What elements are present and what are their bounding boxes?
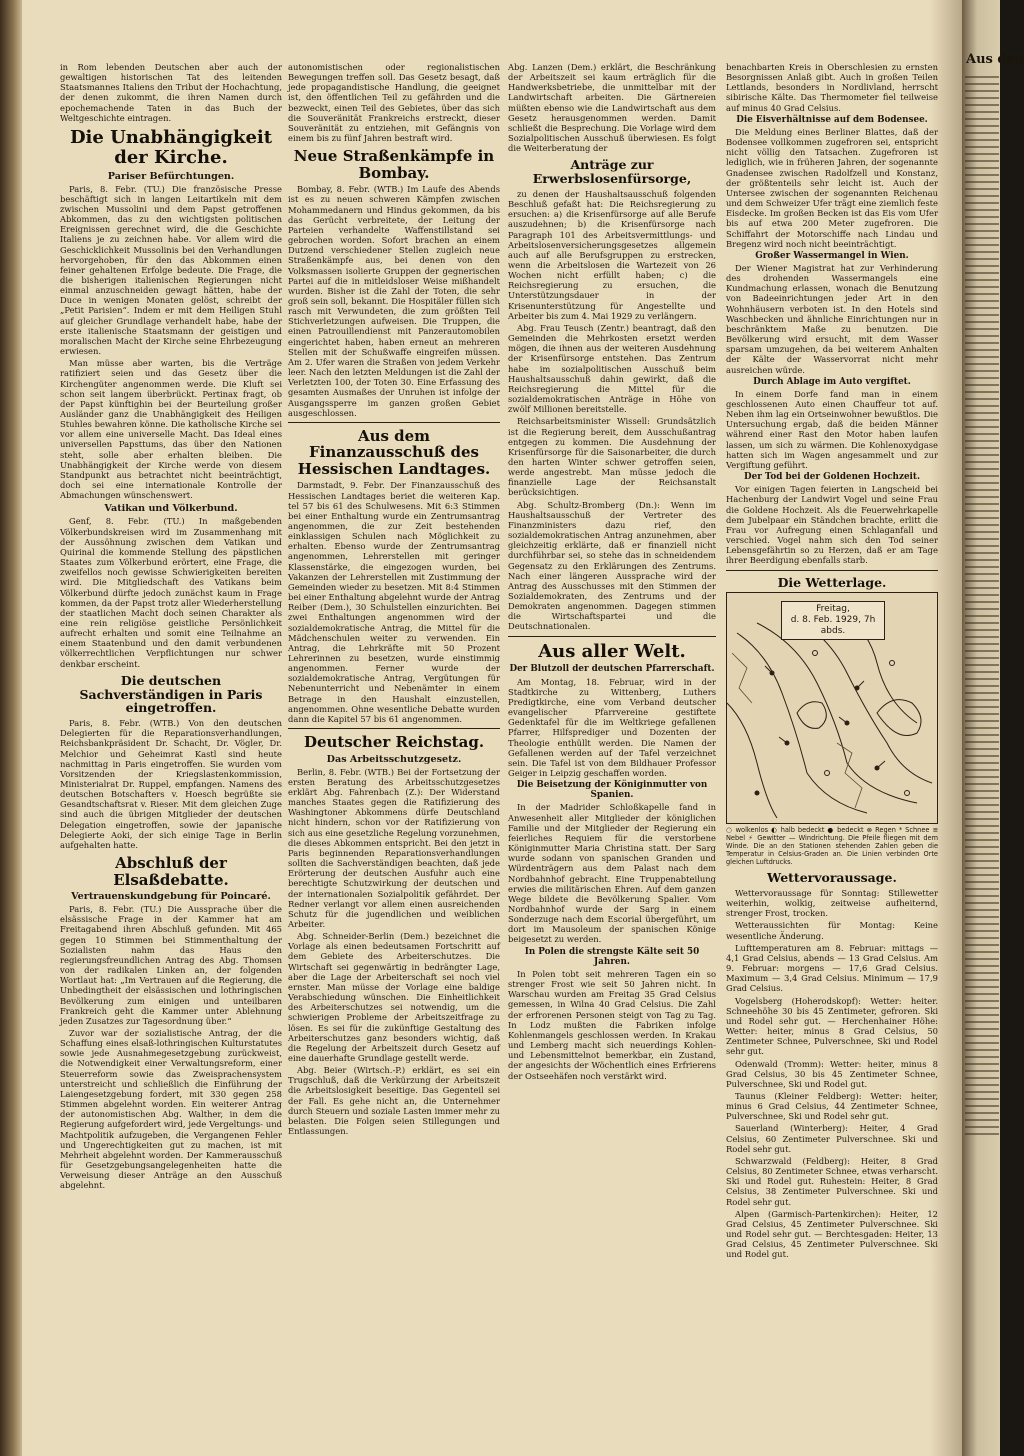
article-text: Vor einigen Tagen feierten in Langscheid bei Hachenburg der Landwirt Vogel und seine Frau die Goldene Hochzeit. Als die Feuerwehrkapelle dem Jubelpaar ein Ständchen brachte, erlitt die Frau vor Aufregung einen Schlaganfall und verschied. Vogel nahm sich den Tod seiner Lebensgefährtin so zu Herzen, daß er am Tage ihrer Beerdigung ebenfalls starb. <box>726 484 938 566</box>
subheadline: Pariser Befürchtungen. <box>107 170 235 182</box>
article-text: In der Madrider Schloßkapelle fand in Anwesenheit aller Mitglieder der königlichen Familie und der Mitglieder der Regierung ein feierliches Requiem für die verstorbene Königinmutter Maria Christina statt. Der Sarg wurde sodann von spanischen Granden und Würdenträgern aus dem Palast nach dem Nordbahnhof gebracht. Eine Truppenabteilung erwies die militärischen Ehren. Auf dem ganzen Wege bildete die Bevölkerung Spalier. Vom Nordbahnhof wurde der Sarg in einem Sonderzuge nach dem Escorial übergeführt, um dort im Mausoleum der spanischen Könige beigesetzt zu werden. <box>508 802 716 945</box>
headline-bombay: Neue Straßenkämpfe in Bombay. <box>293 147 495 182</box>
headline-elsass: Abschluß der Elsaßdebatte. <box>113 854 229 889</box>
divider <box>288 728 500 729</box>
divider <box>726 570 938 571</box>
subheadline: Das Arbeitsschutzgesetz. <box>326 753 462 765</box>
subheadline: Die Beisetzung der Königinmutter von Spanien. <box>516 780 708 801</box>
subheadline: Der Blutzoll der deutschen Pfarrerschaft. <box>509 664 715 675</box>
column-3 <box>508 62 716 1083</box>
article-text: autonomistischen oder regionalistischen Bewegungen treffen soll. Das Gesetz besagt, daß jede propagandistische Handlung, die geeignet ist, den öffentlichen Teil zu gefährden und die bezweckt, einen Teil des Gebietes, über das sich die Souveränität Frankreichs erstreckt, dieser Souveränität zu entziehen, mit Gefängnis von einem bis zu fünf Jahren bestraft wird. <box>288 62 500 144</box>
article-text: In einem Dorfe fand man in einem geschlossenen Auto einen Chauffeur tot auf. Neben ihm lag ein Ortseinwohner bewußtlos. Die Untersuchung ergab, daß die beiden Männer während einer Rast den Motor haben laufen lassen, um sich zu wärmen. Die Kohlenoxydgase hatten sich im Wagen angesammelt und zur Vergiftung geführt. <box>726 388 938 470</box>
article-text: Abg. Schneider-Berlin (Dem.) bezeichnet die Vorlage als einen bedeutsamen Fortschritt auf dem Gebiete des Arbeiterschutzes. Die Wirtschaft sei gegenwärtig in bedrängter Lage, aber die Lage der Arbeiterschaft sei noch viel ernster. Man müsse der Vorlage eine baldige Verabschiedung wünschen. Die Einheitlichkeit des Arbeiterschutzes sei notwendig, um die schwierigen Probleme der Arbeitszeitfrage zu lösen. Es sei für die zukünftige Gestaltung des Arbeiterschutzes ganz besonders wichtig, daß die Regelung der Arbeitszeit durch Gesetz auf eine dauerhafte Grundlage gestellt werde. <box>288 931 500 1063</box>
article-text: Sauerland (Winterberg): Heiter, 4 Grad Celsius, 60 Zentimeter Pulverschnee. Ski und Rodel sehr gut. <box>726 1123 938 1154</box>
article-text: Alpen (Garmisch-Partenkirchen): Heiter, 12 Grad Celsius, 45 Zentimeter Pulverschnee. Ski und Rodel sehr gut. — Berchtesgaden: Heiter, 13 Grad Celsius, 45 Zentimeter Pulverschnee. Ski und Rodel gut. <box>726 1208 938 1260</box>
article-text: Taunus (Kleiner Feldberg): Wetter: heiter, minus 6 Grad Celsius, 44 Zentimeter Schnee, Pulverschnee, Ski und Rodel sehr gut. <box>726 1090 938 1122</box>
article-text: zu denen der Haushaltsausschuß folgenden Beschluß gefaßt hat: Die Reichsregierung zu ersuchen: a) die Krisenfürsorge auf alle Berufe auszudehnen; b) die Krisenfürsorge nach Paragraph 101 des Arbeitsvermittlungs- und Arbeitslosenversicherungsgesetzes allgemein auch auf alle Berufsgruppen zu erstrecken, wenn die Arbeitslosen die Wartezeit von 26 Wochen nicht erfüllt haben; c) die Reichsregierung zu ersuchen, die Unterstützungsdauer in der Krisenunterstützung für Angestellte und Arbeiter bis zum 4. Mai 1929 zu verlängern. <box>508 188 716 321</box>
column-1 <box>60 62 282 1192</box>
article-text: benachbarten Kreis in Oberschlesien zu ernsten Besorgnissen Anlaß gibt. Auch in großen Teilen Lettlands, besonders in Nordlivland, herrscht sibirische Kälte. Das Thermometer fiel teilweise auf minus 40 Grad Celsius. <box>726 62 938 113</box>
article-text: Bombay, 8. Febr. (WTB.) Im Laufe des Abends ist es zu neuen schweren Kämpfen zwischen Mohammedanern und Hindus gekommen, da bis das Gerücht verbreitete, der Leitung der Parteien verhandelte Waffenstillstand sei gebrochen worden. Sofort brachen an einem Dutzend verschiedener Stellen zugleich neue Straßenkämpfe aus, bei denen von den Volksmassen isolierte Gruppen der gegnerischen Partei auf die in mitleidsloser Weise mißhandelt wurden. Bisher ist die Zahl der Toten, die sehr groß sein soll, bekannt. Die Hospitäler füllen sich rasch mit Verwundeten, die zum größten Teil Stichverletzungen aufweisen. Die Truppen, die einen Patrouillendienst mit Panzerautomobilen eingerichtet haben, haben erneut an mehreren Stellen mit der Schußwaffe eingreifen müssen. Am 2. Ufer waren die Straßen von jedem Verkehr leer. Nach den letzten Meldungen ist die Zahl der Verletzten 100, der Toten 30. Eine Erfassung des gesamten Ausmaßes der Unruhen ist infolge der Ausgangssperre im ganzen großen Gebiet ausgeschlossen. <box>288 184 500 418</box>
article-text: Paris, 8. Febr. (TU.) Die französische Presse beschäftigt sich in langen Leitartikeln mit dem zwischen Mussolini und dem Papst getroffenen Abkommen, das zu den wichtigsten politischen Ereignissen gerechnet wird, die die Geschichte Italiens je zu zeichnen habe. Vor allem wird die Geschicklichkeit Mussolinis bei den Verhandlungen hervorgehoben, für den das Abkommen einen feiner gehaltenen Erfolge bedeute. Die Frage, die die bisherigen italienischen Regierungen nicht einmal anzuschneiden gewagt hätten, habe der Duce in wenigen Monaten gelöst, schreibt der „Petit Parisien“. Indem er mit dem Heiligen Stuhl auf gleicher Grundlage verhandelt habe, habe der erste italienische Staatsmann der geistigen und moralischen Macht der Kirche seine Ehrbezeugung erwiesen. <box>60 183 282 357</box>
article-text: Darmstadt, 9. Febr. Der Finanzausschuß des Hessischen Landtages beriet die weiteren Kap. tel 57 bis 61 des Schulwesens. Mit 6:3 Stimmen bei einer Enthaltung wurde ein Zentrumsantrag angenommen, die zur Zeit bestehenden einklassigen Schulen nach Möglichkeit zu erhalten. Ebenso wurde der Zentrumsantrag angenommen, Lehrerstellen mit geringer Klassenstärke, die eingezogen wurden, bei Vakanzen der Lehrerstellen mit Zustimmung der Gemeinden wieder zu besetzen. Mit 8:4 Stimmen bei einer Enthaltung abgelehnt wurde der Antrag Reiber (Dem.), 30 Schulstellen einzurichten. Bei zwei Enthaltungen angenommen wird der sozialdemokratische Antrag, die Mittel für die Mädchenschulen weiter zu verwenden. Ein Antrag, die Lehrkräfte mit 50 Prozent Lehrerinnen zu besetzen, wurde einstimmig angenommen. Ferner wurde der sozialdemokratische Antrag, Vergütungen für Nebenunterricht und Nebenämter in einem Betrage in den Haushalt einzustellen, angenommen. Ohne wesentliche Debatte wurden dann die Kapitel 57 bis 61 angenommen. <box>288 480 500 724</box>
article-text: Vogelsberg (Hoherodskopf): Wetter: heiter. Schneehöhe 30 bis 45 Zentimeter, gefroren. Ski und Rodel sehr gut. — Herchenhainer Höhe: Wetter: heiter, minus 8 Grad Celsius, 50 Zentimeter Schnee, Pulverschnee, Ski und Rodel sehr gut. <box>726 995 938 1057</box>
article-text: Lufttemperaturen am 8. Februar: mittags — 4,1 Grad Celsius, abends — 13 Grad Celsius. Am 9. Februar: morgens — 17,6 Grad Celsius. Maximum — 3,4 Grad Celsius. Minimum — 17,9 Grad Celsius. <box>726 942 938 994</box>
headline-kirche: Die Unabhängigkeit der Kirche. <box>69 126 273 168</box>
article-text: Abg. Lanzen (Dem.) erklärt, die Beschränkung der Arbeitszeit sei kaum erträglich für die Handwerksbetriebe, die unmittelbar mit der Landwirtschaft arbeiten. Die Gärtnereien müßten ebenso wie die Landwirtschaft aus dem Gesetz herausgenommen werden. Damit schließt die Besprechung. Die Vorlage wird dem Sozialpolitischen Ausschuß überwiesen. Es folgt die Weiterberatung der <box>508 62 716 154</box>
headline-wettervoraussage: Wettervoraussage. <box>767 870 897 886</box>
map-legend: ○ wolkenlos ◐ halb bedeckt ● bedeckt ⊗ Regen * Schnee ≡ Nebel ⚡ Gewitter — Windrichtung. Die Pfeile fliegen mit dem Winde. Die an den Stationen stehenden Zahlen geben die Temperatur in Celsius-Graden an. Die Linien verbinden Orte gleichen Luftdrucks. <box>726 826 938 867</box>
subheadline: Großer Wassermangel in Wien. <box>755 250 909 261</box>
article-text: Abg. Frau Teusch (Zentr.) beantragt, daß den Gemeinden die Mehrkosten ersetzt werden mögen, die ihnen aus der weiteren Ausdehnung der Krisenfürsorge entstehen. Das Zentrum habe im sozialpolitischen Ausschuß beim Haushaltsausschuß dahin gewirkt, daß die Reichsregierung die Mittel für die sozialdemokratischen Anträge in Höhe von zwölf Millionen bereitstelle. <box>508 322 716 415</box>
article-text: Die Meldung eines Berliner Blattes, daß der Bodensee vollkommen zugefroren sei, entspricht nicht völlig den Tatsachen. Zugefroren ist lediglich, wie in früheren Jahren, der sogenannte Gnadensee zwischen Radolfzell und Konstanz, der größtenteils sehr leicht ist. Auch der Untersee zwischen der sogenannten Reichenau und dem Schweizer Ufer trägt eine ziemlich feste Eisdecke. Im großen Becken ist das Eis vom Ufer bis auf etwa 200 Meter zugefroren. Die Schiffahrt der Motorschiffe nach Lindau und Bregenz wird noch nicht beeinträchtigt. <box>726 126 938 249</box>
adjacent-page-text-lines <box>965 76 999 1140</box>
map-caption-line: Freitag, <box>816 604 850 615</box>
column-2 <box>288 62 500 1138</box>
article-text: Genf, 8. Febr. (TU.) In maßgebenden Völkerbundskreisen wird im Zusammenhang mit der Aussöhnung zwischen dem Vatikan und Quirinal die kommende Stellung des päpstlichen Staates zum Völkerbund erörtert, eine Frage, die zweifellos noch gewisse Schwierigkeiten bereiten wird. Die Mitgliedschaft des Vatikans beim Völkerbund dürfte jedoch zunächst kaum in Frage kommen, da der Papst trotz aller Wiederherstellung der staatlichen Macht doch seinen Charakter als eine rein religiöse geistliche Persönlichkeit aufrecht erhalten und somit eine Teilnahme an einem Staatenbund und den damit verbundenen völkerrechtlichen Verpflichtungen nur schwer denkbar erscheint. <box>60 516 282 669</box>
headline-sachverstaendige: Die deutschen Sachverständigen in Paris eingetroffen. <box>79 672 263 716</box>
article-text: in Rom lebenden Deutschen aber auch der gewaltigen historischen Tat des leitenden Staatsmannes Italiens den Tribut der Hochachtung, der denen zukommt, die ihren Namen durch epochemachende Taten in das Buch der Weltgeschichte eintragen. <box>60 62 282 123</box>
article-text: Schwarzwald (Feldberg): Heiter, 8 Grad Celsius, 80 Zentimeter Schnee, etwas verharscht. Ski und Rodel gut. Ruhestein: Heiter, 8 Grad Celsius, 38 Zentimeter Pulverschnee. Ski und Rodel sehr gut. <box>726 1155 938 1207</box>
article-text: Abg. Schultz-Bromberg (Dn.): Wenn im Haushaltsausschuß der Vertreter des Finanzministers dazu rief, den sozialdemokratischen Antrag anzunehmen, aber gleichzeitig erklärte, daß er finanziell nicht durchführbar sei, so stehe das in schneidendem Gegensatz zu den Erklärungen des Zentrums. Nach einer längeren Aussprache wird der Antrag des Ausschusses mit den Stimmen der Sozialdemokraten, des Zentrums und der Demokraten angenommen. Dagegen stimmen die Wirtschaftspartei und die Deutschnationalen. <box>508 499 716 632</box>
headline-wetterlage: Die Wetterlage. <box>777 574 887 590</box>
subheadline: Der Tod bei der Goldenen Hochzeit. <box>743 472 921 483</box>
adjacent-page-headline: Aus den <box>966 52 1024 67</box>
headline-finanzausschuss: Aus dem Finanzausschuß des Hessischen Landtages. <box>297 426 491 478</box>
divider <box>508 636 716 637</box>
article-text: Wettervoraussage für Sonntag: Stillewetter weiterhin, wolkig, zeitweise aufheiternd, strenger Frost, trocken. <box>726 888 938 919</box>
article-text: Berlin, 8. Febr. (WTB.) Bei der Fortsetzung der ersten Beratung des Arbeitsschutzgesetzes erklärt Abg. Fahrenbach (Z.): Der Widerstand manches Staates gegen die Ratifizierung des Washingtoner Abkommens dürfe Deutschland nicht hindern, schon vor der Ratifizierung von sich aus eine gesetzliche Regelung vorzunehmen, die dieses Abkommen entspricht. Bei den jetzt in Paris beginnenden Reparationsverhandlungen sollten die Sachverständigen beachten, daß jede Erörterung der deutschen Ausfuhr auch eine berechtigte Schutzwirkung der deutschen und der internationalen Sozialpolitik gefährdet. Der Redner verlangt vor allem einen ausreichenden Schutz für die jugendlichen und weiblichen Arbeiter. <box>288 766 500 929</box>
adjacent-page-edge <box>962 0 1024 1456</box>
divider <box>288 422 500 423</box>
headline-vatikan: Vatikan und Völkerbund. <box>104 503 238 515</box>
article-text: Odenwald (Tromm): Wetter: heiter, minus 8 Grad Celsius, 30 bis 45 Zentimeter Schnee, Pulverschnee, Ski und Rodel gut. <box>726 1058 938 1089</box>
article-text: Abg. Beier (Wirtsch.-P.) erklärt, es sei ein Trugschluß, daß die Verkürzung der Arbeitszeit die Arbeitslosigkeit beseitige. Das Gegenteil sei der Fall. Es gehe nicht an, die Unternehmer durch Steuern und soziale Lasten immer mehr zu belasten. Die Folgen seien Stillegungen und Entlassungen. <box>288 1065 500 1137</box>
article-text: Am Montag, 18. Februar, wird in der Stadtkirche zu Wittenberg, Luthers Predigtkirche, eine vom Verband deutscher evangelischer Pfarrvereine gestiftete Gedenktafel für die im Weltkriege gefallenen Pfarrer, Hilfsprediger und Dozenten der Theologie enthüllt werden. Die Namen der Gefallenen werden auf der Tafel verzeichnet sein. Die Tafel ist von dem Bildhauer Professor Geiger in Leipzig geschaffen worden. <box>508 676 716 778</box>
article-text: Man müsse aber warten, bis die Verträge ratifiziert seien und das Gesetz über die Kirchengüter angenommen werde. Die Kluft sei schon seit langem überbrückt. Pertinax fragt, ob der Papst künftighin bei der Beurteilung großer Ausländer ganz die Unabhängigkeit des Heiligen Stuhles bewahren könne. Die katholische Kirche sei vor allem eine universelle Macht. Das Ideal eines universellen Papsttums, das über den Nationen steht, solle aber erhalten bleiben. Die Unabhängigkeit der Kirche werde von diesem Standpunkt aus betrachtet nicht beeinträchtigt, doch sei eine internationale Kontrolle der Abmachungen wünschenswert. <box>60 358 282 501</box>
headline-reichstag: Deutscher Reichstag. <box>303 733 485 752</box>
headline-erwerbslosenfuersorge: Anträge zur Erwerbslosenfürsorge, <box>532 157 692 187</box>
subheadline: Durch Ablage im Auto vergiftet. <box>753 376 911 387</box>
subheadline: Die Eisverhältnisse auf dem Bodensee. <box>736 114 928 125</box>
map-caption-line: d. 8. Feb. 1929, 7h abds. <box>790 615 876 637</box>
article-text: Zuvor war der sozialistische Antrag, der die Schaffung eines elsaß-lothringischen Kulturstatutes sowie jede Ausnahmegesetzgebung zurückweist, die Notwendigkeit einer Verwaltungsreform, einer Steuerreform sowie das Zweisprachensystem unterstreicht und schließlich die Einführung der Laiengesetzgebung fordert, mit 330 gegen 258 Stimmen abgelehnt worden. Ein weiterer Antrag der autonomistischen Abg. Walther, in dem die Regierung aufgefordert wird, jede Vergeltungs- und Machtpolitik aufzugeben, die Vergangenen Fehler und Ungerechtigkeiten gut zu machen, ist mit Mehrheit abgelehnt worden. Der Kammerausschuß für Gesetzgebungsangelegenheiten hatte die Verweisung dieser Anträge an den Ausschuß abgelehnt. <box>60 1027 282 1191</box>
article-text: In Polen tobt seit mehreren Tagen ein so strenger Frost wie seit 50 Jahren nicht. In Warschau wurden am Freitag 35 Grad Celsius gemessen, in Wilna 40 Grad Celsius. Die Zahl der erfrorenen Personen steigt von Tag zu Tag. In Lodz mußten die Fabriken infolge Kohlenmangels geschlossen werden. In Krakau und Lemberg macht sich neuerdings Kohlen- und Lebensmittelnot bemerkbar, ein Zustand, der angesichts der Wöchentlich eines Erfrierens der Ostseehäfen noch verstärkt wird. <box>508 968 716 1081</box>
article-text: Paris, 8. Febr. (WTB.) Von den deutschen Delegierten für die Reparationsverhandlungen, Reichsbankpräsident Dr. Schacht, Dr. Vögler, Dr. Melchior und Geheimrat Kastl sind heute nachmittag in Paris eingetroffen. Sie wurden vom Vorsitzenden der Kriegslastenkommission, Ministerialrat Dr. Ruppel, empfangen. Namens des deutschen Botschafters v. Hoesch begrüßte sie Gesandtschaftsrat v. Rieser. Mit dem gleichen Zuge sind auch die übrigen Mitglieder der deutschen Delegation eingetroffen, sowie der japanische Delegierte Aoki, der sich einige Tage in Berlin aufgehalten hatte. <box>60 718 282 850</box>
page-binding <box>0 0 22 1456</box>
article-text: Der Wiener Magistrat hat zur Verhinderung des drohenden Wassermangels eine Kundmachung erlassen, wonach die Benutzung von Badeeinrichtungen jeder Art in den Wohnhäusern verboten ist. In den Hotels sind Waschbecken und ähnliche Einrichtungen nur in beschränktem Maße zu benutzen. Die Bevölkerung wird ersucht, mit dem Wasser sparsam umzugehen, da bei weiterem Anhalten der Kälte der Wasservorrat nicht mehr ausreichen würde. <box>726 262 938 375</box>
article-text: Reichsarbeitsminister Wissell: Grundsätzlich ist die Regierung bereit, dem Ausschußantrag entgegen zu kommen. Die Ausdehnung der Krisenfürsorge für die Saisonarbeiter, die durch den harten Winter schwer getroffen seien, werde angestrebt. Man müsse jedoch die finanzielle Lage der Reichsanstalt berücksichtigen. <box>508 416 716 498</box>
headline-aus-aller-welt: Aus aller Welt. <box>538 640 686 662</box>
subheadline: In Polen die strengste Kälte seit 50 Jahren. <box>524 946 700 967</box>
article-text: Paris, 8. Febr. (TU.) Die Aussprache über die elsässische Frage in der Kammer hat am Freitagabend ihren Abschluß gefunden. Mit 465 gegen 10 Stimmen bei Stimmenthaltung der Sozialisten nahm das Haus den regierungsfreundlichen Antrag des Abg. Thomsen von der radikalen Linken an, der folgenden Wortlaut hat: „Im Vertrauen auf die Regierung, die Unbedingtheit der elsässischen und lothringischen Bevölkerung zum einigen und unteilbaren Frankreich geht die Kammer unter Ablehnung jeden Zusatzes zur Tagesordnung über.“ <box>60 904 282 1026</box>
weather-map-caption <box>781 601 885 640</box>
article-text: Wetteraussichten für Montag: Keine wesentliche Änderung. <box>726 920 938 941</box>
weather-map <box>726 592 938 824</box>
column-4 <box>726 62 938 1261</box>
subheadline: Vertrauenskundgebung für Poincaré. <box>71 891 271 903</box>
